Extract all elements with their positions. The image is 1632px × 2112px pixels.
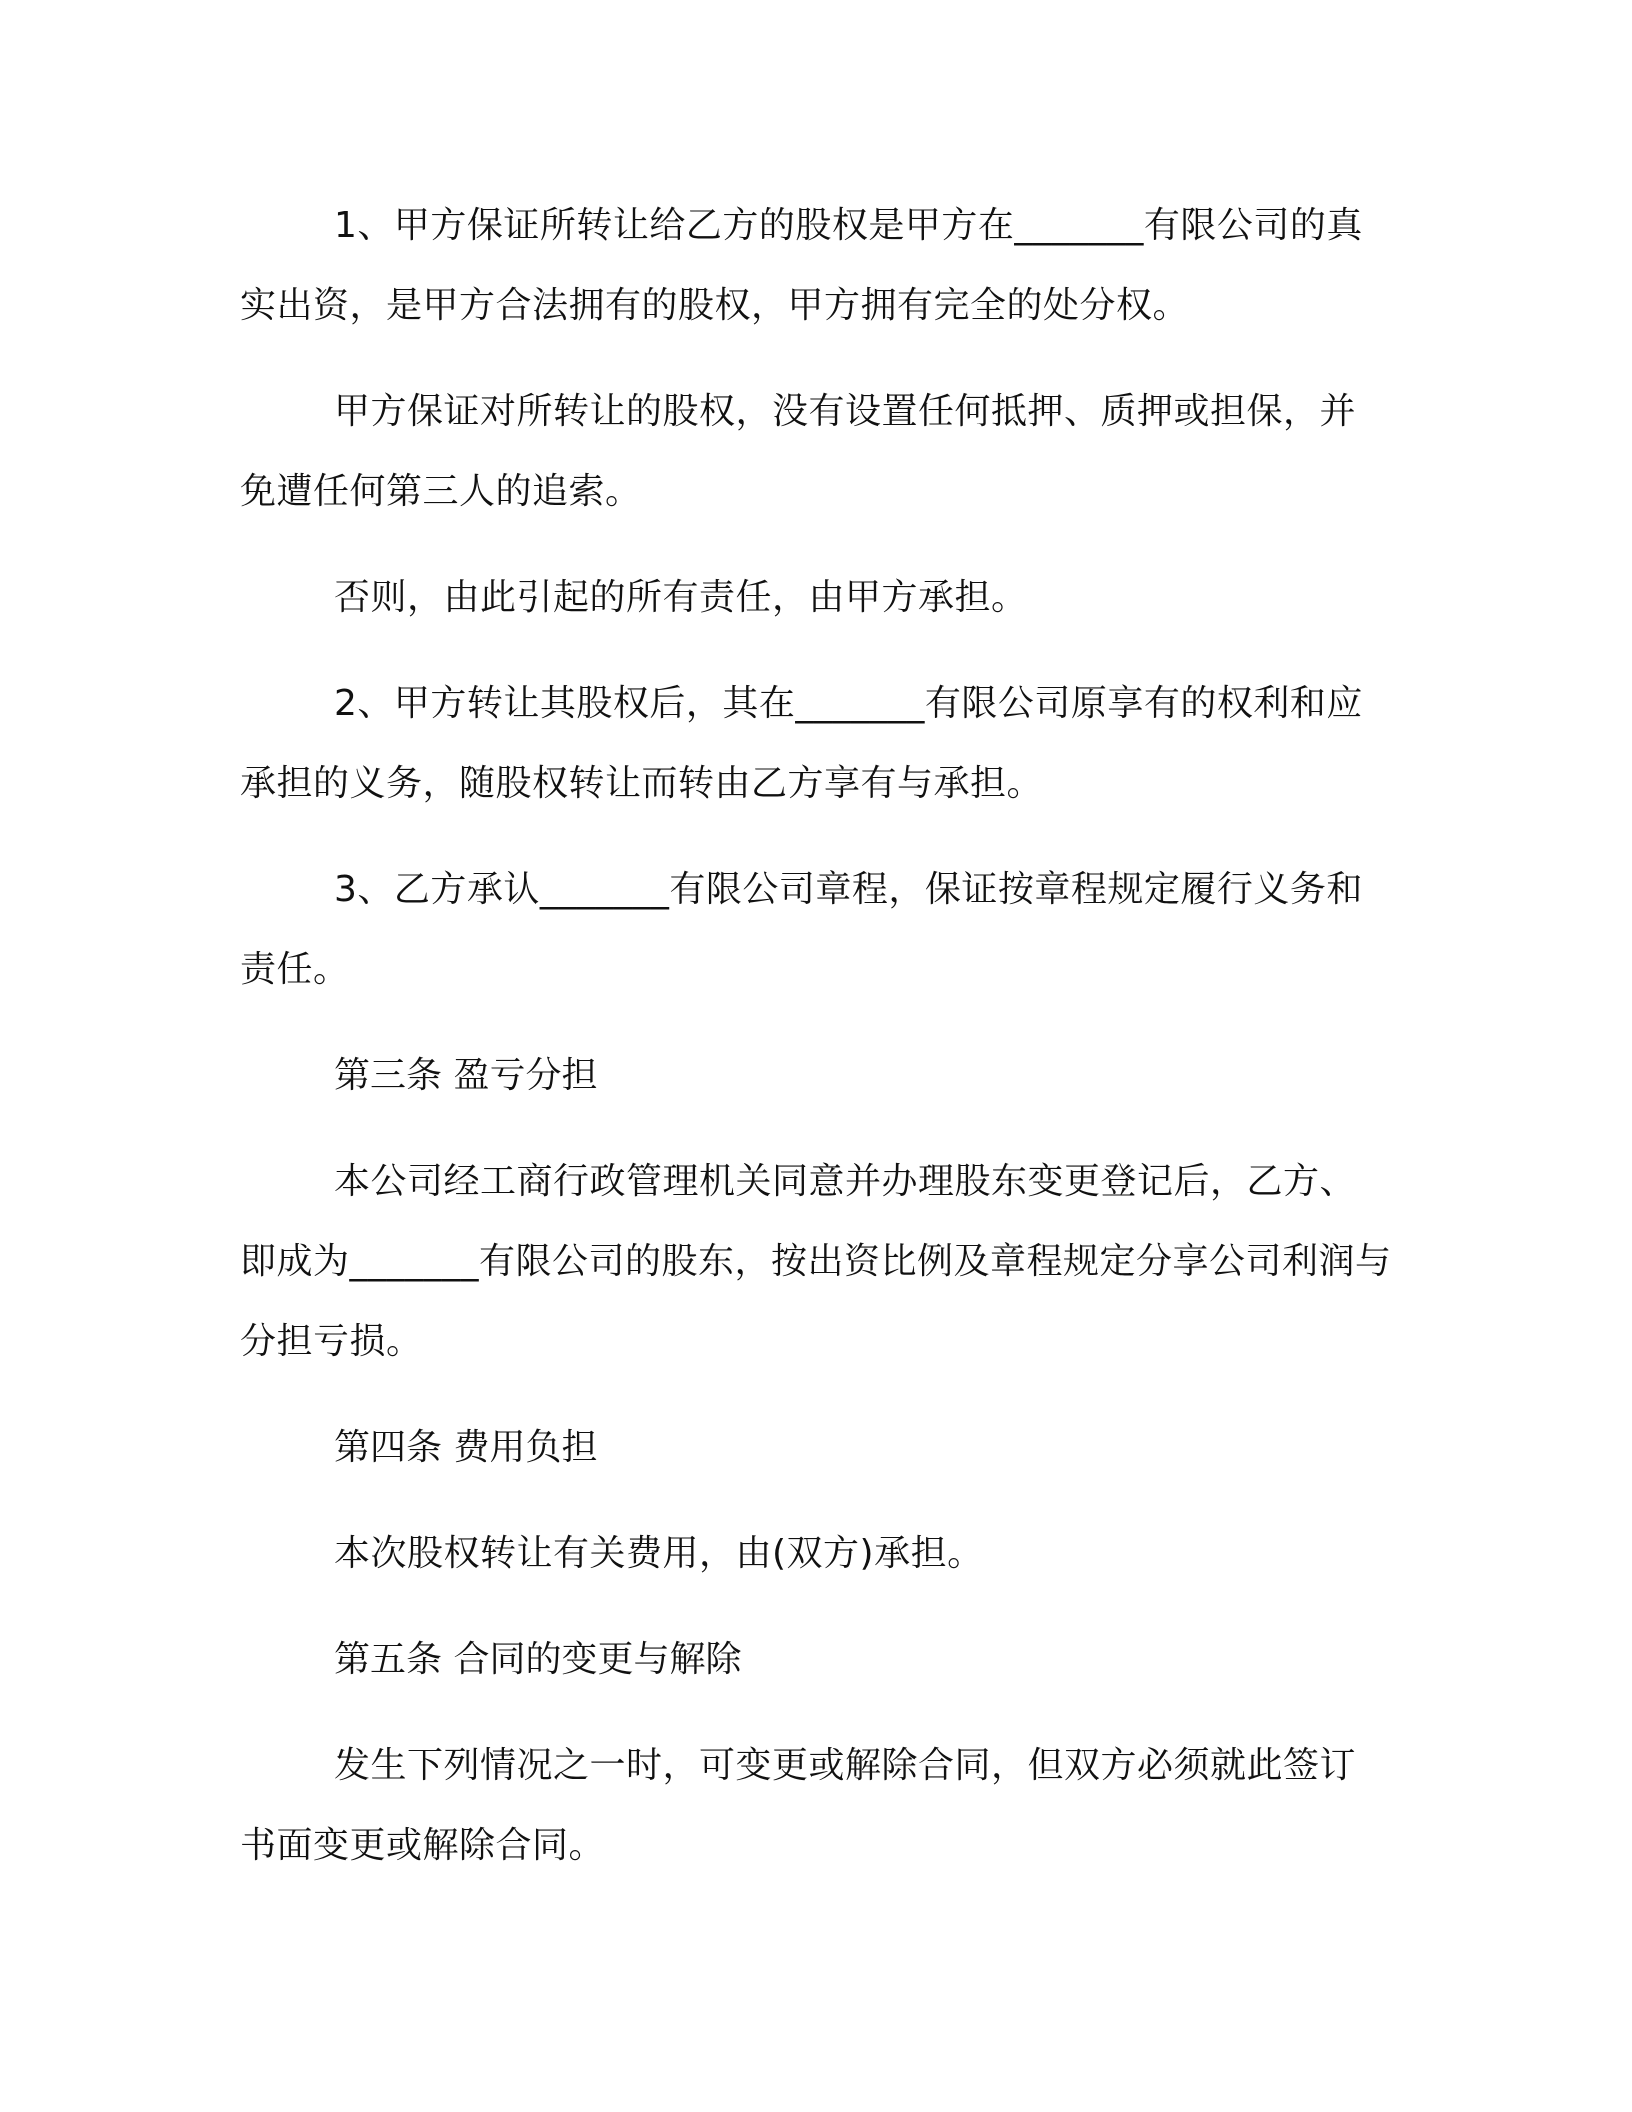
clause-paragraph: 甲方保证对所转让的股权，没有设置任何抵押、质押或担保，并免遭任何第三人的追索。: [240, 391, 1357, 512]
document-body: [240, 186, 1392, 1912]
clause-paragraph: 1、甲方保证所转让给乙方的股权是甲方在_______有限公司的真实出资，是甲方合法拥有的股权，甲方拥有完全的处分权。: [240, 205, 1363, 326]
clause-paragraph: 2、甲方转让其股权后，其在_______有限公司原享有的权利和应承担的义务，随股权转让而转由乙方享有与承担。: [240, 683, 1363, 804]
clause-paragraph: 3、乙方承认_______有限公司章程，保证按章程规定履行义务和责任。: [240, 869, 1363, 990]
article-heading: 第四条 费用负担: [334, 1427, 598, 1468]
clause-paragraph: 发生下列情况之一时，可变更或解除合同，但双方必须就此签订书面变更或解除合同。: [240, 1745, 1357, 1866]
clause-paragraph: 本次股权转让有关费用，由(双方)承担。: [334, 1533, 984, 1574]
article-heading: 第三条 盈亏分担: [334, 1055, 598, 1096]
article-heading: 第五条 合同的变更与解除: [334, 1639, 742, 1680]
clause-paragraph: 本公司经工商行政管理机关同意并办理股东变更登记后，乙方、即成为_______有限公司的股东，按出资比例及章程规定分享公司利润与分担亏损。: [240, 1161, 1392, 1362]
clause-paragraph: 否则，由此引起的所有责任，由甲方承担。: [334, 577, 1028, 618]
